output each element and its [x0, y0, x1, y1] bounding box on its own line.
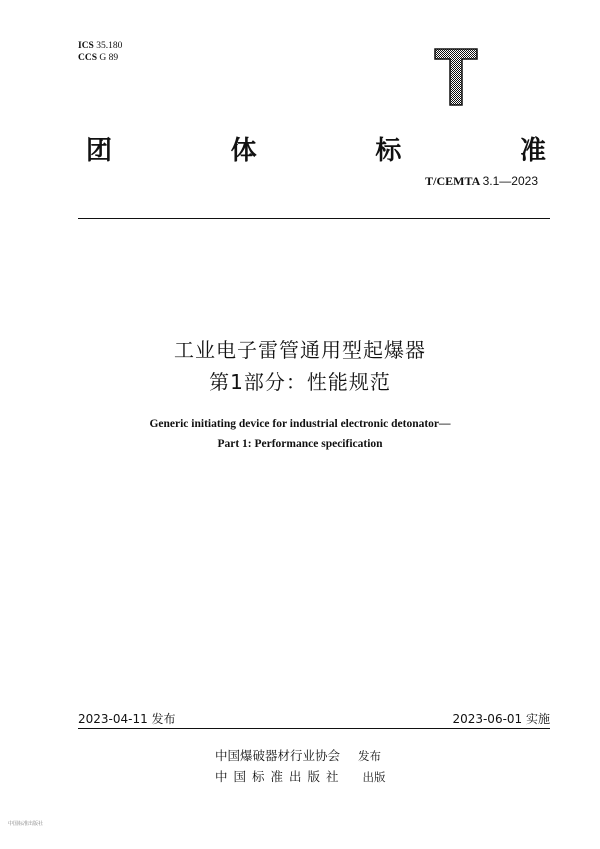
ccs-line: [78, 52, 122, 64]
ics-label: ICS: [78, 41, 94, 51]
implementation-date: 2023-06-01 实施: [452, 712, 550, 726]
title-en-line2: Part 1: Performance specification: [217, 438, 383, 450]
title-en-line1: Generic initiating device for industrial electronic detonator—: [149, 418, 451, 430]
publisher-role: 发布: [358, 749, 381, 763]
standard-type-char: 标: [375, 136, 402, 166]
standard-number: [425, 174, 538, 189]
footer-watermark: 中国标准出版社: [8, 821, 44, 827]
standard-number-prefix: T/CEMTA: [425, 174, 480, 188]
title-zh-line2: 第1部分：性能规范: [209, 370, 391, 394]
standard-type-heading: [86, 130, 546, 166]
standard-number-value: 3.1—2023: [482, 174, 538, 188]
publisher-role: 出版: [362, 770, 386, 784]
publisher-org: 中国标准出版社: [215, 769, 345, 784]
publisher-press: [215, 767, 386, 785]
standard-type-char: 团: [86, 136, 113, 166]
ccs-label: CCS: [78, 53, 98, 63]
classification-codes: [78, 40, 122, 64]
ics-line: [78, 40, 122, 52]
standard-logo-t: [434, 48, 478, 106]
header-divider: [78, 218, 550, 219]
standard-type-char: 体: [230, 136, 257, 166]
footer-divider: [78, 728, 550, 729]
standard-type-char: 准: [519, 136, 546, 166]
ccs-value: G 89: [99, 53, 119, 63]
issue-date: 2023-04-11 发布: [78, 712, 176, 726]
publisher-org: 中国爆破器材行业协会: [215, 748, 341, 763]
publisher-issuer: [215, 746, 381, 764]
ics-value: 35.180: [96, 41, 123, 51]
title-zh-line1: 工业电子雷管通用型起爆器: [174, 338, 426, 362]
